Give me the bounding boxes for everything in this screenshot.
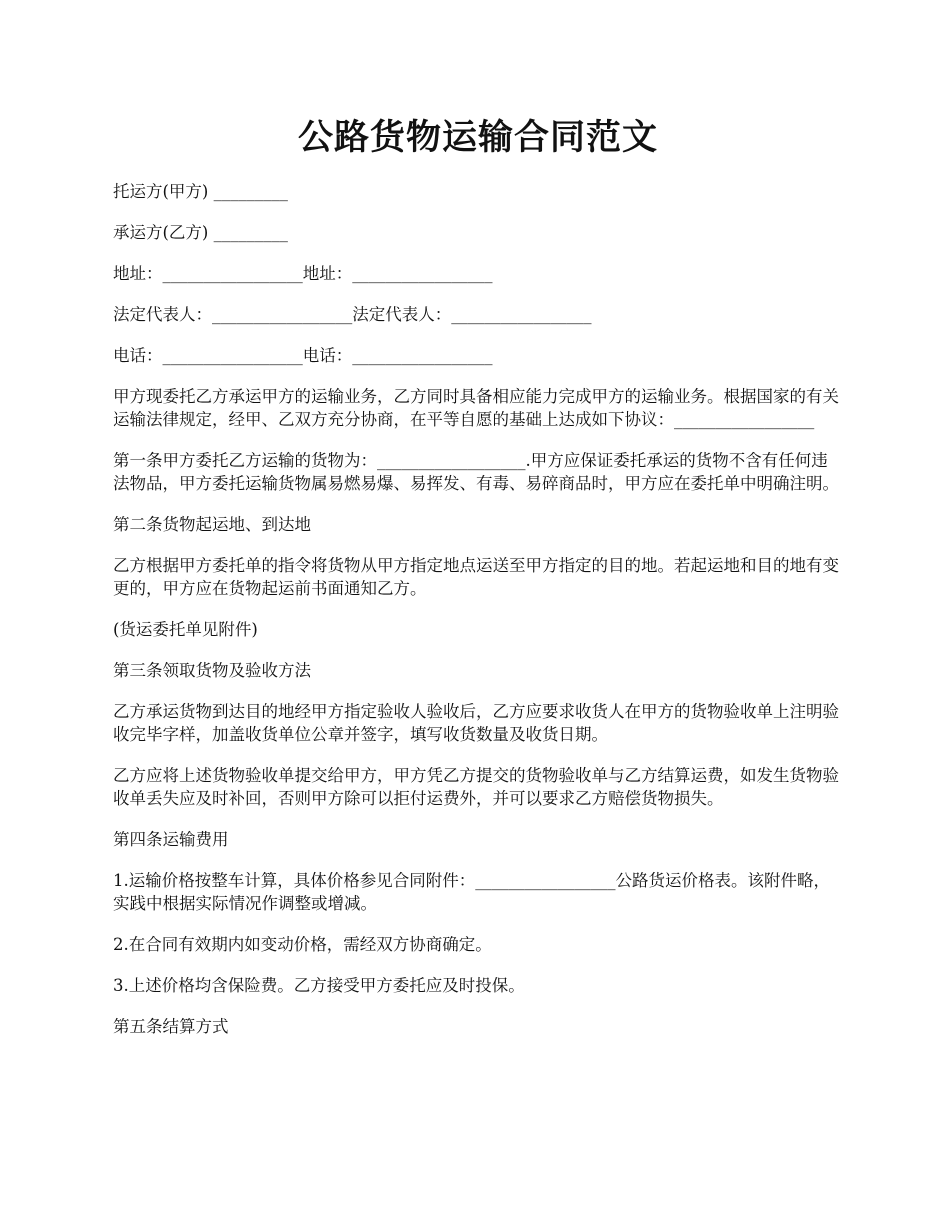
legal-representative-line: 法定代表人：_________________法定代表人：_________________ [113, 305, 592, 324]
article-3-paragraph-2: 乙方应将上述货物验收单提交给甲方，甲方凭乙方提交的货物验收单与乙方结算运费，如发生货物验收单丢失应及时补回，否则甲方除可以拒付运费外，并可以要求乙方赔偿货物损失。 [113, 766, 839, 808]
article-3-paragraph-1: 乙方承运货物到达目的地经甲方指定验收人验收后，乙方应要求收货人在甲方的货物验收单上注明验收完毕字样，加盖收货单位公章并签字，填写收货数量及收货日期。 [113, 702, 839, 744]
phone-line: 电话：_________________电话：_________________ [113, 346, 493, 365]
shipper-line: 托运方(甲方) _________ [113, 182, 288, 201]
preamble-paragraph: 甲方现委托乙方承运甲方的运输业务，乙方同时具备相应能力完成甲方的运输业务。根据国家的有关运输法律规定，经甲、乙双方充分协商，在平等自愿的基础上达成如下协议：_________________ [113, 387, 839, 429]
article-1-paragraph: 第一条甲方委托乙方运输的货物为：__________________.甲方应保证委托承运的货物不含有任何违法物品，甲方委托运输货物属易燃易爆、易挥发、有毒、易碎商品时，甲方应在委托单中明确注明。 [113, 451, 839, 493]
article-4-item-2: 2.在合同有效期内如变动价格，需经双方协商确定。 [113, 935, 492, 954]
document-title: 公路货物运输合同范文 [297, 117, 658, 158]
article-2-paragraph: 乙方根据甲方委托单的指令将货物从甲方指定地点运送至甲方指定的目的地。若起运地和目的地有变更的，甲方应在货物起运前书面通知乙方。 [113, 556, 839, 598]
article-3-heading: 第三条领取货物及验收方法 [113, 661, 311, 680]
article-4-item-1: 1.运输价格按整车计算，具体价格参见合同附件：_________________公路货运价格表。该附件略，实践中根据实际情况作调整或增减。 [113, 871, 830, 913]
carrier-line: 承运方(乙方) _________ [113, 223, 288, 242]
article-4-heading: 第四条运输费用 [113, 830, 229, 849]
article-5-heading: 第五条结算方式 [113, 1017, 229, 1036]
article-2-heading: 第二条货物起运地、到达地 [113, 515, 311, 534]
article-4-item-3: 3.上述价格均含保险费。乙方接受甲方委托应及时投保。 [113, 976, 525, 995]
contract-page [113, 0, 843, 1038]
address-line: 地址：_________________地址：_________________ [113, 264, 493, 283]
attachment-note: (货运委托单见附件) [113, 620, 258, 639]
